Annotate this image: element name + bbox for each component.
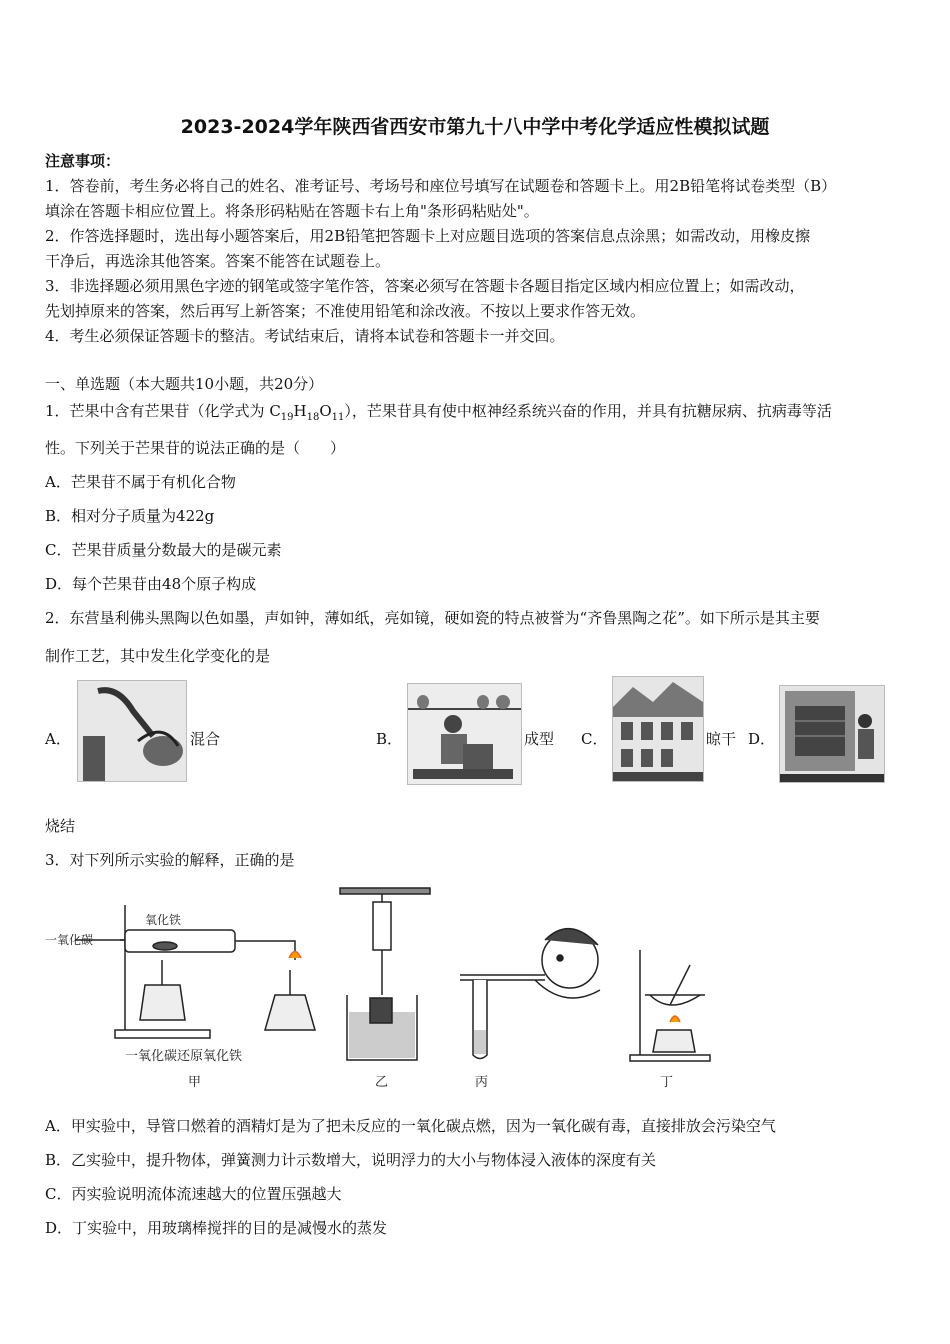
notice-line: 3．非选择题必须用黑色字迹的钢笔或签字笔作答，答案必须写在答题卡各题目指定区域内相应位置上；如需改动，	[45, 277, 805, 295]
question-2-stem: 2．东营垦利佛头黑陶以色如墨，声如钟，薄如纸，亮如镜，硬如瓷的特点被誉为“齐鲁黑陶之花”。如下所示是其主要	[45, 609, 820, 627]
page-title: 2023-2024学年陕西省西安市第九十八中学中考化学适应性模拟试题	[180, 116, 770, 138]
label-ding: 丁	[660, 1075, 674, 1090]
question-3-stem: 3．对下列所示实验的解释，正确的是	[45, 851, 295, 869]
q1-option-b[interactable]: B．相对分子质量为422g	[45, 507, 215, 525]
label-yi: 乙	[375, 1075, 389, 1090]
notice-line: 填涂在答题卡相应位置上。将条形码粘贴在答题卡右上角"条形码粘贴处"。	[45, 202, 539, 220]
notice-line: 干净后，再选涂其他答案。答案不能答在试题卷上。	[45, 252, 391, 270]
label-bing: 丙	[475, 1075, 489, 1090]
apparatus-bing	[460, 929, 600, 1059]
q1-option-c[interactable]: C．芒果苷质量分数最大的是碳元素	[45, 541, 282, 559]
q2-option-d-text: 烧结	[45, 817, 76, 835]
notice-line: 4．考生必须保证答题卡的整洁。考试结束后，请将本试卷和答题卡一并交回。	[45, 327, 565, 345]
q1-option-d[interactable]: D．每个芒果苷由48个原子构成	[45, 575, 257, 593]
label-fe2o3: 氧化铁	[145, 913, 182, 927]
q2-option-a-text: 混合	[190, 730, 221, 748]
q2-option-b-image	[407, 683, 522, 785]
apparatus-jia	[75, 905, 315, 1038]
q3-option-a[interactable]: A．甲实验中，导管口燃着的酒精灯是为了把未反应的一氧化碳点燃，因为一氧化碳有毒，直接排放会污染空气	[45, 1117, 776, 1135]
q2-option-b-text: 成型	[524, 730, 555, 748]
q2-option-c-image	[612, 676, 704, 782]
q3-option-b[interactable]: B．乙实验中，提升物体，弹簧测力计示数增大，说明浮力的大小与物体浸入液体的深度有关	[45, 1151, 657, 1169]
question-2-stem-cont: 制作工艺，其中发生化学变化的是	[45, 647, 271, 665]
q3-option-c[interactable]: C．丙实验说明流体流速越大的位置压强越大	[45, 1185, 342, 1203]
notice-line: 先划掉原来的答案，然后再写上新答案；不准使用铅笔和涂改液。不按以上要求作答无效。	[45, 302, 646, 320]
q2-option-b-letter[interactable]: B．	[376, 730, 403, 748]
notice-line: 1．答卷前，考生务必将自己的姓名、准考证号、考场号和座位号填写在试题卷和答题卡上。用2B铅笔将试卷类型（B）	[45, 177, 837, 195]
notice-heading: 注意事项：	[45, 152, 121, 170]
apparatus-yi	[340, 888, 430, 1060]
notice-line: 2．作答选择题时，选出每小题答案后，用2B铅笔把答题卡上对应题目选项的答案信息点涂黑；如需改动，用橡皮擦	[45, 227, 811, 245]
q1-option-a[interactable]: A．芒果苷不属于有机化合物	[45, 473, 236, 491]
q2-option-c-text: 晾干	[706, 730, 737, 748]
label-jia: 甲	[188, 1075, 202, 1090]
q3-option-d[interactable]: D．丁实验中，用玻璃棒搅拌的目的是减慢水的蒸发	[45, 1219, 388, 1237]
q2-option-a-image	[77, 680, 187, 782]
q2-option-d-image	[779, 685, 885, 783]
section-heading: 一、单选题（本大题共10小题，共20分）	[45, 375, 324, 393]
label-co: 一氧化碳	[45, 933, 94, 947]
label-caption: 一氧化碳还原氧化铁	[125, 1049, 243, 1064]
q2-option-a-letter[interactable]: A．	[45, 730, 71, 748]
q2-option-d-letter[interactable]: D．	[748, 730, 776, 748]
apparatus-ding	[630, 950, 710, 1061]
q3-figure	[45, 880, 735, 1095]
question-1-stem: 1．芒果中含有芒果苷（化学式为 $C_{19}H_{18}O_{11}$），芒果苷具有使中枢神经系统兴奋的作用，并具有抗糖尿病、抗病毒等活	[45, 402, 832, 423]
question-1-stem-cont: 性。下列关于芒果苷的说法正确的是（ ）	[45, 439, 346, 457]
q2-option-c-letter[interactable]: C．	[581, 730, 608, 748]
